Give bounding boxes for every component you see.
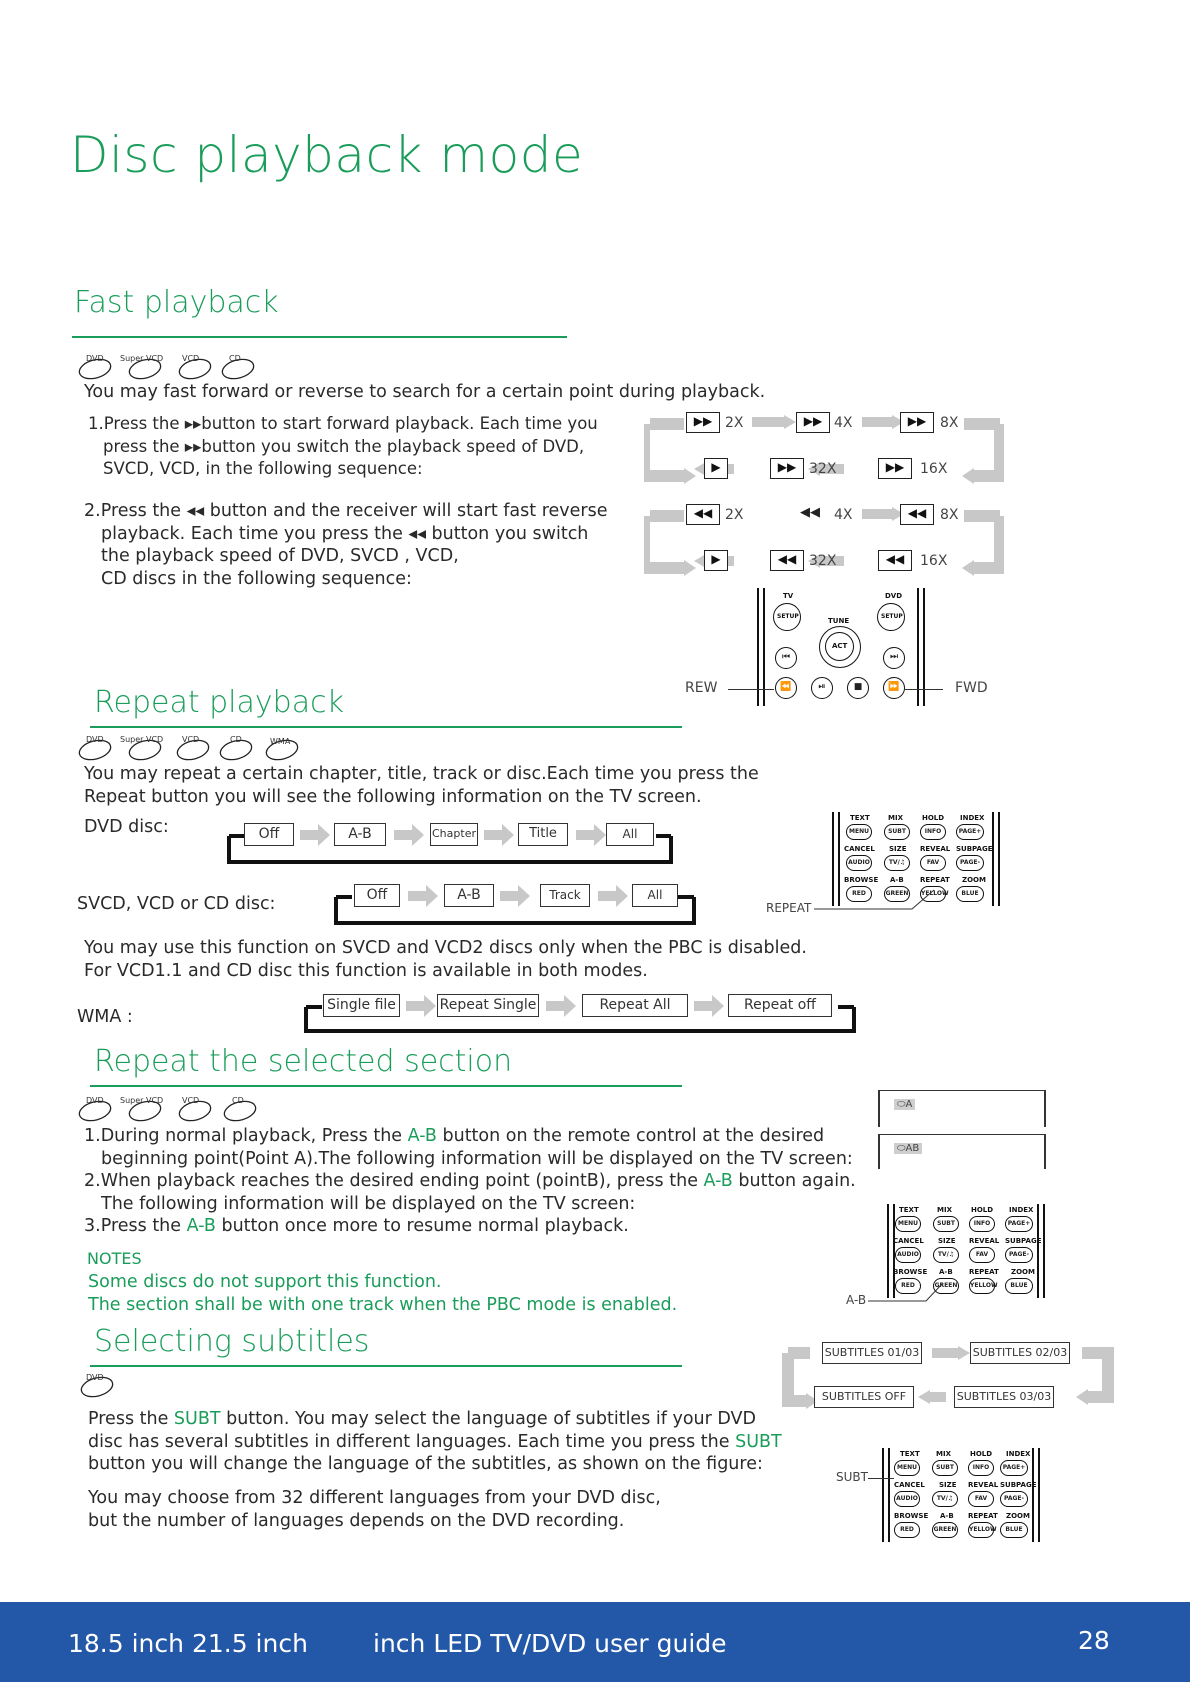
ff-button-icon: ▶▶ — [900, 412, 934, 433]
remote-label: REVEAL — [968, 1481, 999, 1489]
remote-label: A-B — [940, 1512, 954, 1520]
speed-label: 32X — [809, 461, 837, 477]
green-button: GREEN — [933, 1278, 959, 1294]
footer-model: 18.5 inch 21.5 inch — [68, 1629, 308, 1658]
fwd-pointer-label: FWD — [955, 680, 988, 696]
remote-label: CANCEL — [894, 1481, 925, 1489]
fav-button: FAV — [969, 1247, 995, 1263]
fast-intro: You may fast forward or reverse to search for a certain point during playback. — [84, 382, 766, 402]
red-button: RED — [846, 886, 872, 902]
text-line: You may use this function on SVCD and VCD2 discs only when the PBC is disabled. — [84, 938, 807, 958]
pointer-line — [812, 888, 938, 912]
repeat-state-box: Track — [540, 884, 590, 907]
pointer-line — [728, 689, 774, 690]
menu-button: MENU — [895, 1216, 921, 1232]
ff-button-icon: ▶▶ — [686, 412, 720, 433]
remote-label: ZOOM — [1011, 1268, 1035, 1276]
text-line: but the number of languages depends on the DVD recording. — [88, 1510, 625, 1531]
red-button: RED — [895, 1278, 921, 1294]
remote-label: HOLD — [970, 1450, 993, 1458]
svcd-repeat-sequence — [332, 881, 698, 927]
act-button: ACT — [825, 632, 854, 661]
osd-text: AB — [905, 1143, 920, 1154]
repeat-state-box: A-B — [444, 884, 494, 907]
green-button: GREEN — [932, 1522, 958, 1538]
remote-label: MIX — [936, 1450, 951, 1458]
speed-label: 4X — [834, 415, 853, 431]
tv-music-button: TV/♫ — [933, 1247, 959, 1263]
text-line: 2.Press the ◂◂ button and the receiver will start fast reverse — [84, 501, 608, 521]
section-rule — [90, 726, 682, 728]
green-button: GREEN — [884, 886, 910, 902]
fast-step2 — [84, 500, 607, 590]
osd-text: A — [905, 1099, 913, 1110]
text-segment: button on the remote control at the desired — [436, 1126, 825, 1146]
text-line: the playback speed of DVD, SVCD , VCD, — [101, 546, 459, 566]
osd-point-ab — [878, 1134, 1046, 1169]
repeat-pointer-label: REPEAT — [766, 901, 812, 915]
speed-label: 16X — [920, 461, 948, 477]
wma-state-box: Single file — [323, 994, 400, 1017]
remote-label: SIZE — [938, 1237, 956, 1245]
page-down-button: PAGE- — [1005, 1247, 1033, 1263]
wma-label: WMA : — [77, 1007, 133, 1027]
ff-button-icon: ▶▶ — [770, 458, 804, 479]
disc-label: Super VCD — [120, 735, 164, 744]
remote-transport-illustration — [685, 588, 1005, 708]
subt-button: SUBT — [933, 1216, 959, 1232]
speed-label: 2X — [725, 507, 744, 523]
remote-label: ZOOM — [1006, 1512, 1030, 1520]
play-pause-icon: ⏯ — [811, 677, 833, 699]
ff-button-icon: ▶▶ — [796, 412, 830, 433]
text-segment: 1.During normal playback, Press the — [84, 1126, 408, 1146]
disc-label: CD — [232, 1096, 244, 1105]
ab-pointer-label: A-B — [846, 1293, 867, 1307]
pointer-line — [866, 1282, 946, 1304]
speed-label: 8X — [940, 507, 959, 523]
notes-list — [88, 1271, 677, 1316]
remote-label: BROWSE — [893, 1268, 928, 1276]
remote-label: REVEAL — [969, 1237, 1000, 1245]
note-item: Some discs do not support this function. — [88, 1272, 442, 1292]
disc-label: DVD — [86, 1096, 104, 1105]
forward-icon: ⏩ — [883, 677, 905, 699]
text-line: beginning point(Point A).The following information will be displayed on the TV screen: — [101, 1148, 853, 1169]
text-segment: Press the — [88, 1409, 174, 1429]
rew-speed-cycle — [644, 500, 1004, 582]
text-line: CD discs in the following sequence: — [101, 568, 412, 589]
prev-icon: ⏮ — [775, 647, 797, 669]
speed-label: 4X — [834, 507, 853, 523]
repeat-state-box: Title — [518, 823, 568, 846]
remote-label: A-B — [939, 1268, 953, 1276]
fav-button: FAV — [968, 1491, 994, 1507]
disc-label: Super VCD — [120, 1096, 164, 1105]
menu-button: MENU — [894, 1460, 920, 1476]
remote-label: SIZE — [889, 845, 907, 853]
text-line: SVCD, VCD, in the following sequence: — [103, 459, 423, 478]
text-line: 1.Press the ▸▸button to start forward playback. Each time you — [88, 414, 598, 433]
text-line: You may choose from 32 different languages from your DVD disc, — [88, 1488, 661, 1508]
key-highlight: SUBT — [173, 1409, 221, 1429]
rew-button-icon: ◀◀ — [900, 504, 934, 525]
remote-label: TEXT — [900, 1450, 920, 1458]
remote-label: REPEAT — [968, 1512, 998, 1520]
disc-label: DVD — [86, 1373, 104, 1382]
footer-bar — [0, 1602, 1190, 1682]
subtitle-state-box: SUBTITLES 03/03 — [954, 1386, 1054, 1408]
tv-music-button: TV/♫ — [932, 1491, 958, 1507]
pointer-line — [905, 689, 943, 690]
remote-edge — [1037, 1204, 1045, 1298]
page-down-button: PAGE- — [1000, 1491, 1028, 1507]
disc-label: CD — [229, 354, 241, 363]
repeat-state-box: All — [606, 823, 654, 846]
remote-label: BROWSE — [894, 1512, 929, 1520]
stop-icon: ■ — [847, 677, 869, 699]
remote-edge — [992, 812, 1000, 906]
info-button: INFO — [969, 1216, 995, 1232]
play-icon: ▶ — [704, 458, 728, 479]
dvd-repeat-sequence — [226, 820, 674, 866]
subtitle-state-box: SUBTITLES OFF — [814, 1386, 914, 1408]
text-segment: 3.Press the — [84, 1216, 187, 1236]
svcd-disc-label: SVCD, VCD or CD disc: — [77, 894, 276, 914]
page-down-button: PAGE- — [956, 855, 984, 871]
wma-state-box: Repeat Single — [437, 994, 539, 1017]
remote-label: INDEX — [1009, 1206, 1034, 1214]
remote-label: INDEX — [1006, 1450, 1031, 1458]
repeat-intro — [84, 763, 759, 808]
subt-button: SUBT — [932, 1460, 958, 1476]
setup-button-dvd: SETUP — [877, 603, 905, 631]
rewind-icon: ⏪ — [775, 677, 797, 699]
text-line — [84, 1215, 856, 1238]
repeat-state-box: Chapter — [430, 823, 478, 846]
remote-label: DVD — [885, 592, 903, 600]
repeat-state-box: Off — [244, 823, 294, 846]
wma-repeat-sequence — [302, 991, 858, 1035]
remote-label: REPEAT — [920, 876, 950, 884]
repeat-state-box: Off — [354, 884, 400, 907]
text-line — [84, 1125, 856, 1148]
speed-label: 2X — [725, 415, 744, 431]
disc-label: CD — [230, 735, 242, 744]
next-icon: ⏭ — [883, 647, 905, 669]
wma-state-box: Repeat All — [582, 994, 688, 1017]
text-line: press the ▸▸button you switch the playback speed of DVD, — [103, 436, 585, 456]
wma-state-box: Repeat off — [728, 994, 832, 1017]
remote-label: HOLD — [971, 1206, 994, 1214]
fast-step1 — [88, 413, 598, 481]
text-line — [88, 1408, 782, 1431]
remote-label: A-B — [890, 876, 904, 884]
yellow-button: YELLOW — [968, 1522, 994, 1538]
footer-title: inch LED TV/DVD user guide — [373, 1629, 727, 1658]
text-line: You may repeat a certain chapter, title, track or disc.Each time you press the — [84, 764, 759, 784]
blue-button: BLUE — [1000, 1522, 1028, 1538]
yellow-button: YELLOW — [920, 886, 946, 902]
disc-label: Super VCD — [120, 354, 164, 363]
key-highlight: A-B — [703, 1171, 733, 1191]
subtitle-state-box: SUBTITLES 01/03 — [822, 1342, 922, 1364]
disc-label: VCD — [182, 735, 200, 744]
text-line: The following information will be displayed on the TV screen: — [101, 1193, 636, 1214]
remote-label: INDEX — [960, 814, 985, 822]
remote-label: HOLD — [922, 814, 945, 822]
rew-icon: ◀◀ — [800, 505, 820, 520]
rew-button-icon: ◀◀ — [770, 550, 804, 571]
rew-button-icon: ◀◀ — [878, 550, 912, 571]
section-rule — [72, 336, 567, 338]
osd-tag: ⬭A — [894, 1099, 915, 1110]
rew-button-icon: ◀◀ — [686, 504, 720, 525]
remote-label: ZOOM — [962, 876, 986, 884]
page-number: 28 — [1078, 1626, 1110, 1655]
remote-label: TEXT — [850, 814, 870, 822]
remote-label: MIX — [888, 814, 903, 822]
section-heading-subt: Selecting subtitles — [94, 1324, 370, 1359]
speed-label: 16X — [920, 553, 948, 569]
disc-label: DVD — [86, 354, 104, 363]
remote-edge — [1032, 1448, 1040, 1542]
page-up-button: PAGE+ — [1000, 1460, 1028, 1476]
repeat-state-box: All — [632, 884, 678, 907]
section-heading-ab: Repeat the selected section — [94, 1044, 513, 1079]
section-heading-fast: Fast playback — [74, 285, 279, 320]
subt-paragraph — [88, 1408, 782, 1476]
red-button: RED — [894, 1522, 920, 1538]
key-highlight: A-B — [407, 1126, 437, 1146]
ff-speed-cycle — [644, 408, 1004, 490]
remote-label: SUBPAGE — [1005, 1237, 1042, 1245]
remote-edge — [882, 1448, 890, 1542]
remote-label: SUBPAGE — [956, 845, 993, 853]
setup-button-tv: SETUP — [773, 603, 801, 631]
remote-button-grid — [882, 1448, 1042, 1542]
remote-label: SIZE — [939, 1481, 957, 1489]
blue-button: BLUE — [1005, 1278, 1033, 1294]
remote-label: SUBPAGE — [1000, 1481, 1037, 1489]
osd-tag: ⬭AB — [894, 1143, 922, 1154]
section-rule — [90, 1365, 682, 1367]
text-line: playback. Each time you press the ◂◂ button you switch — [101, 523, 589, 544]
key-highlight: SUBT — [735, 1431, 782, 1452]
text-segment: disc has several subtitles in different languages. Each time you press the — [88, 1431, 736, 1452]
text-line — [84, 1170, 856, 1193]
disc-label: DVD — [86, 735, 104, 744]
repeat-note — [84, 937, 807, 982]
remote-label: TUNE — [828, 617, 850, 625]
remote-label: CANCEL — [893, 1237, 924, 1245]
rew-pointer-label: REW — [685, 680, 718, 696]
tv-music-button: TV/♫ — [884, 855, 910, 871]
subt-button: SUBT — [884, 824, 910, 840]
remote-label: TV — [783, 592, 794, 600]
text-segment: 2.When playback reaches the desired ending point (pointB), press the — [84, 1171, 704, 1191]
speed-label: 8X — [940, 415, 959, 431]
dvd-disc-label: DVD disc: — [84, 817, 169, 837]
subtitle-state-box: SUBTITLES 02/03 — [970, 1342, 1070, 1364]
pointer-line — [868, 1478, 894, 1479]
fav-button: FAV — [920, 855, 946, 871]
subtitle-cycle — [782, 1339, 1114, 1409]
subt-pointer-label: SUBT — [836, 1470, 868, 1484]
menu-button: MENU — [846, 824, 872, 840]
text-line — [88, 1431, 782, 1454]
text-segment: button again. — [732, 1171, 856, 1191]
disc-label: VCD — [182, 1096, 200, 1105]
ab-steps — [84, 1125, 856, 1238]
ff-button-icon: ▶▶ — [878, 458, 912, 479]
tune-dial — [819, 626, 861, 668]
section-heading-repeat: Repeat playback — [94, 685, 344, 720]
section-rule — [90, 1085, 682, 1087]
info-button: INFO — [920, 824, 946, 840]
remote-label: TEXT — [899, 1206, 919, 1214]
text-line: button you will change the language of the subtitles, as shown on the figure: — [88, 1454, 763, 1474]
remote-label: CANCEL — [844, 845, 875, 853]
page-up-button: PAGE+ — [956, 824, 984, 840]
text-line: For VCD1.1 and CD disc this function is available in both modes. — [84, 960, 648, 981]
disc-label: VCD — [182, 354, 200, 363]
text-segment: button. You may select the language of subtitles if your DVD — [220, 1409, 756, 1429]
osd-point-a — [878, 1090, 1046, 1127]
subt-paragraph-2 — [88, 1487, 661, 1532]
text-segment: button once more to resume normal playback. — [215, 1216, 629, 1236]
audio-button: AUDIO — [894, 1491, 920, 1507]
remote-label: REVEAL — [920, 845, 951, 853]
notes-title: NOTES — [87, 1249, 142, 1268]
audio-button: AUDIO — [846, 855, 872, 871]
repeat-state-box: A-B — [334, 823, 386, 846]
disc-label: WMA — [270, 737, 291, 746]
audio-button: AUDIO — [895, 1247, 921, 1263]
blue-button: BLUE — [956, 886, 984, 902]
page-up-button: PAGE+ — [1005, 1216, 1033, 1232]
speed-label: 32X — [809, 553, 837, 569]
yellow-button: YELLOW — [969, 1278, 995, 1294]
key-highlight: A-B — [186, 1216, 216, 1236]
note-item: The section shall be with one track when the PBC mode is enabled. — [88, 1294, 678, 1315]
remote-label: MIX — [937, 1206, 952, 1214]
text-line: Repeat button you will see the following information on the TV screen. — [84, 786, 702, 807]
play-icon: ▶ — [704, 550, 728, 571]
info-button: INFO — [968, 1460, 994, 1476]
remote-label: REPEAT — [969, 1268, 999, 1276]
remote-label: BROWSE — [844, 876, 879, 884]
page-title: Disc playback mode — [70, 126, 584, 184]
